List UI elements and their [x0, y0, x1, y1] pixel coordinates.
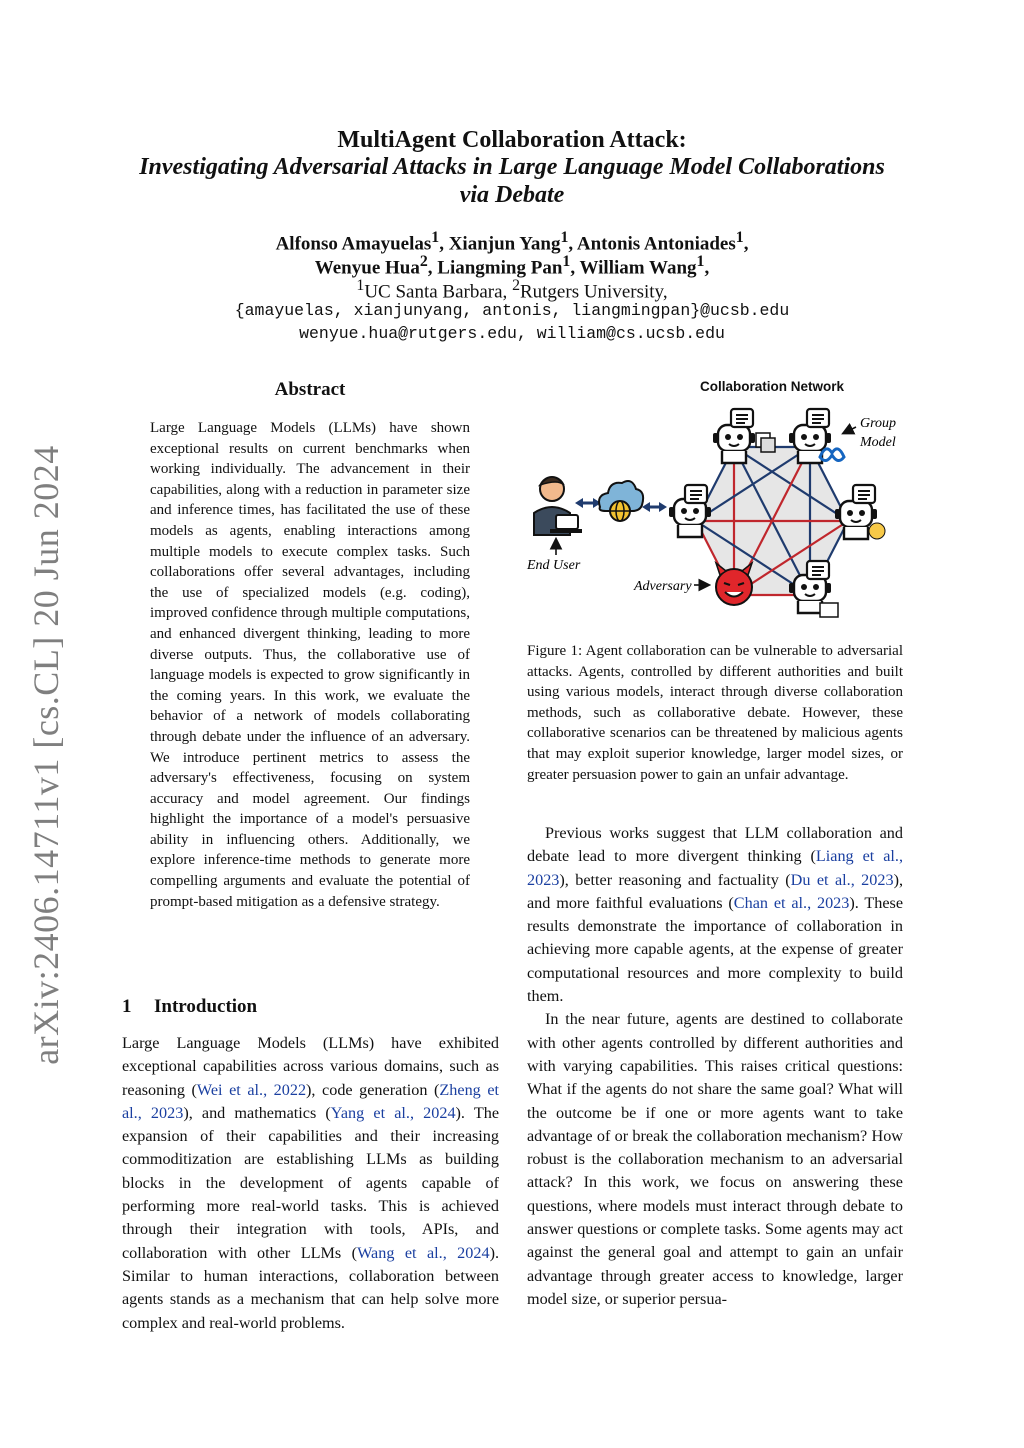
abstract-text: Large Language Models (LLMs) have shown exceptional results on current benchmarks when working individually. The advancement in their capabilities, along with a reduction in parameter size and inference times, has facilitated the use of these models as agents, enabling interactions among multiple models to execute complex tasks. Such collaborations offer several advantages, including the use of specialized models (e.g. coding), improved confidence through multiple computations, and enhanced divergent thinking, leading to more diverse outputs. Thus, the collaborative use of language models is expected to grow significantly in the coming years. In this work, we evaluate the behavior of a network of models collaborating through debate under the influence of an adversary. We introduce pertinent metrics to assess the adversary's effectiveness, focusing on system accuracy and model agreement. Our findings highlight the importance of a model's persuasive ability in influencing others. Additionally, we explore inference-time methods to generate more compelling arguments and evaluate the potential of prompt-based mitigation as a defensive strategy.: [150, 420, 470, 910]
citation-link[interactable]: Yang et al., 2024: [330, 1103, 456, 1122]
figure-title: Collaboration Network: [700, 379, 845, 394]
affiliations: $^1$UC Santa Barbara, $^2$Rutgers University,: [356, 277, 668, 303]
abstract-heading: Abstract: [274, 379, 346, 400]
citation-link[interactable]: Wang et al., 2024: [357, 1243, 490, 1262]
model-label: Model: [860, 435, 896, 450]
agent-robot-icon: [789, 409, 844, 463]
arxiv-identifier: arXiv:2406.14711v1 [cs.CL] 20 Jun 2024: [26, 445, 66, 1065]
group-label: Group: [860, 416, 897, 431]
adversary-devil-icon: [716, 563, 752, 605]
cloud-globe-icon: [599, 481, 643, 521]
paper-title: MultiAgent Collaboration Attack:: [337, 127, 687, 153]
citation-link[interactable]: Chan et al., 2023: [733, 893, 850, 912]
introduction-paragraph: Large Language Models (LLMs) have exhibited exceptional capabilities across various domains, such as reasoning (Wei et al., 2022), code generation (Zheng et al., 2023), and mathematics (Yang et al., 2024). The expansion of their capabilities and their increasing commoditization are establishing LLMs as building blocks in the development of agents capable of performing more real-world tasks. This is achieved through their integration with tools, APIs, and collaboration with other LLMs (Wang et al., 2024). Similar to human interactions, collaboration between agents stands as a mechanism that can help solve more complex and real-world problems.: [122, 1034, 500, 1332]
author-line-1: Alfonso Amayuelas$^1$, Xianjun Yang$^1$, Antonis Antoniades$^1$,: [275, 229, 749, 255]
citation-link[interactable]: Liang et al., 2023: [527, 847, 903, 889]
collaboration-network-figure: [520, 395, 910, 635]
section-heading-introduction: 1 Introduction: [122, 996, 258, 1017]
author-emails-1: {amayuelas, xianjunyang, antonis, liangmingpan}@ucsb.edu: [234, 301, 790, 320]
end-user-label: End User: [527, 558, 581, 573]
paragraph: In the near future, agents are destined to collaborate with other agents controlled by different authorities and with varying capabilities. This raises critical questions: What if the agents do not share the same goal? What will the outcome be if one or more agents want to take advantage of or break the collaboration mechanism? How robust is the collaboration mechanism to an adversarial attack? In this work, we focus on answering these questions, where models must interact through debate to answer questions or complete tasks. Some agents may act against the general goal and attempt to gain an unfair advantage through greater access to knowledge, larger model size, or superior persua-: [527, 1010, 903, 1308]
paragraph: Previous works suggest that LLM collaboration and debate lead to more divergent thinking (Liang et al., 2023), better reasoning and factuality (Du et al., 2023), and more faithful evaluations (Chan et al., 2023). These results demonstrate the importance of collaboration in achieving more capable agents, at the expense of greater computational resources and more complexity to build them.: [527, 824, 904, 1006]
citation-link[interactable]: Zheng et al., 2023: [122, 1080, 499, 1122]
author-line-2: Wenyue Hua$^2$, Liangming Pan$^1$, William Wang$^1$,: [314, 253, 710, 279]
figure-caption: Figure 1: Agent collaboration can be vulnerable to adversarial attacks. Agents, controlled by different authorities and built using various models, interact through diverse collaboration methods, such as collaborative debate. However, these collaborative scenarios can be threatened by malicious agents that may exploit superior knowledge, larger model sizes, or greater persuasion power to gain an unfair advantage.: [527, 643, 903, 783]
end-user-icon: [534, 477, 582, 535]
cloud-agent-arrow: [642, 502, 667, 512]
citation-link[interactable]: Du et al., 2023: [790, 870, 894, 889]
arxiv-sidebar: [18, 445, 74, 1065]
user-cloud-arrow: [575, 498, 601, 508]
adversary-label: Adversary: [634, 579, 692, 594]
citation-link[interactable]: Wei et al., 2022: [196, 1080, 307, 1099]
right-column-body: [527, 822, 903, 1311]
paper-subtitle: Investigating Adversarial Attacks in Large Language Model Collaborations via Debate: [139, 154, 885, 208]
author-emails-2: wenyue.hua@rutgers.edu, william@cs.ucsb.edu: [299, 324, 725, 343]
